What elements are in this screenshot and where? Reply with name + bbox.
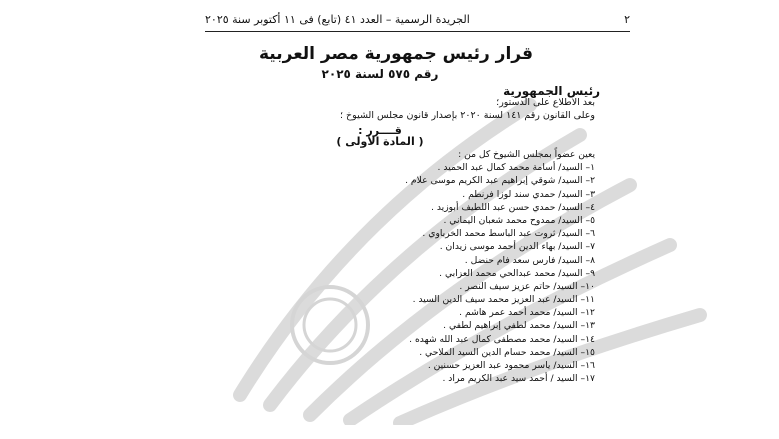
list-item: ٢– السيد/ شوقي إبراهيم عبد الكريم موسى علام .	[405, 175, 595, 187]
page-number: ٢	[624, 12, 630, 26]
issuer-heading: رئيس الجمهورية	[503, 84, 600, 98]
list-item: ٦– السيد/ ثروت عبد الباسط محمد الخرباوي .	[422, 228, 595, 240]
list-item: ١٤– السيد/ محمد مصطفى كمال عبد الله شهده .	[409, 333, 595, 345]
running-title: الجريدة الرسمية – العدد ٤١ (تابع) فى ١١ أكتوبر سنة ٢٠٢٥	[205, 12, 470, 26]
list-item: ١– السيد/ أسامة محمد كمال عبد الحميد .	[437, 162, 595, 174]
list-intro: يعين عضواً بمجلس الشيوخ كل من :	[458, 149, 595, 160]
list-item: ١٥– السيد/ محمد حسام الدين السيد الملاحي .	[419, 346, 595, 358]
preamble	[175, 97, 595, 122]
list-item: ٥– السيد/ ممدوح محمد شعبان اليماني .	[443, 214, 595, 226]
header-divider	[205, 31, 630, 32]
list-item: ٩– السيد/ محمد عبدالحي محمد العزابي .	[439, 267, 595, 279]
decree-number: رقم ٥٧٥ لسنة ٢٠٢٥	[321, 67, 439, 81]
page-header	[205, 10, 630, 28]
decree-title: قرار رئيس جمهورية مصر العربية	[258, 44, 533, 64]
list-item: ١٢– السيد/ محمد أحمد عمر هاشم .	[459, 307, 595, 319]
list-item: ٤– السيد/ حمدي حسن عبد اللطيف أبوزيد .	[431, 201, 595, 213]
list-item: ٨– السيد/ فارس سعد فام حنضل .	[464, 254, 595, 266]
list-item: ٣– السيد/ حمدي سند لوزا فرنطم .	[462, 188, 595, 200]
list-item: ١٣– السيد/ محمد لطفي إبراهيم لطفي .	[443, 320, 595, 332]
list-item: ٧– السيد/ بهاء الدين أحمد موسى زيدان .	[439, 241, 595, 253]
list-item: ١١– السيد/ عبد العزيز محمد سيف الدين السيد .	[412, 294, 595, 306]
list-item: ١٧– السيد / أحمد سيد عبد الكريم مراد .	[442, 373, 595, 385]
list-item: ١٠– السيد/ حاتم عزيز سيف النصر .	[459, 280, 595, 292]
article-heading: ( المادة الأولى )	[336, 135, 424, 148]
preamble-line: بعد الاطلاع على الدستور؛	[496, 97, 595, 108]
list-item: ١٦– السيد/ ياسر محمود عبد العزيز حسنين .	[427, 360, 595, 371]
decreed-heading: قــــرر :	[358, 124, 402, 137]
preamble-line: وعلى القانون رقم ١٤١ لسنة ٢٠٢٠ بإصدار قانون مجلس الشيوخ ؛	[340, 109, 595, 121]
appointees-list	[175, 148, 595, 385]
